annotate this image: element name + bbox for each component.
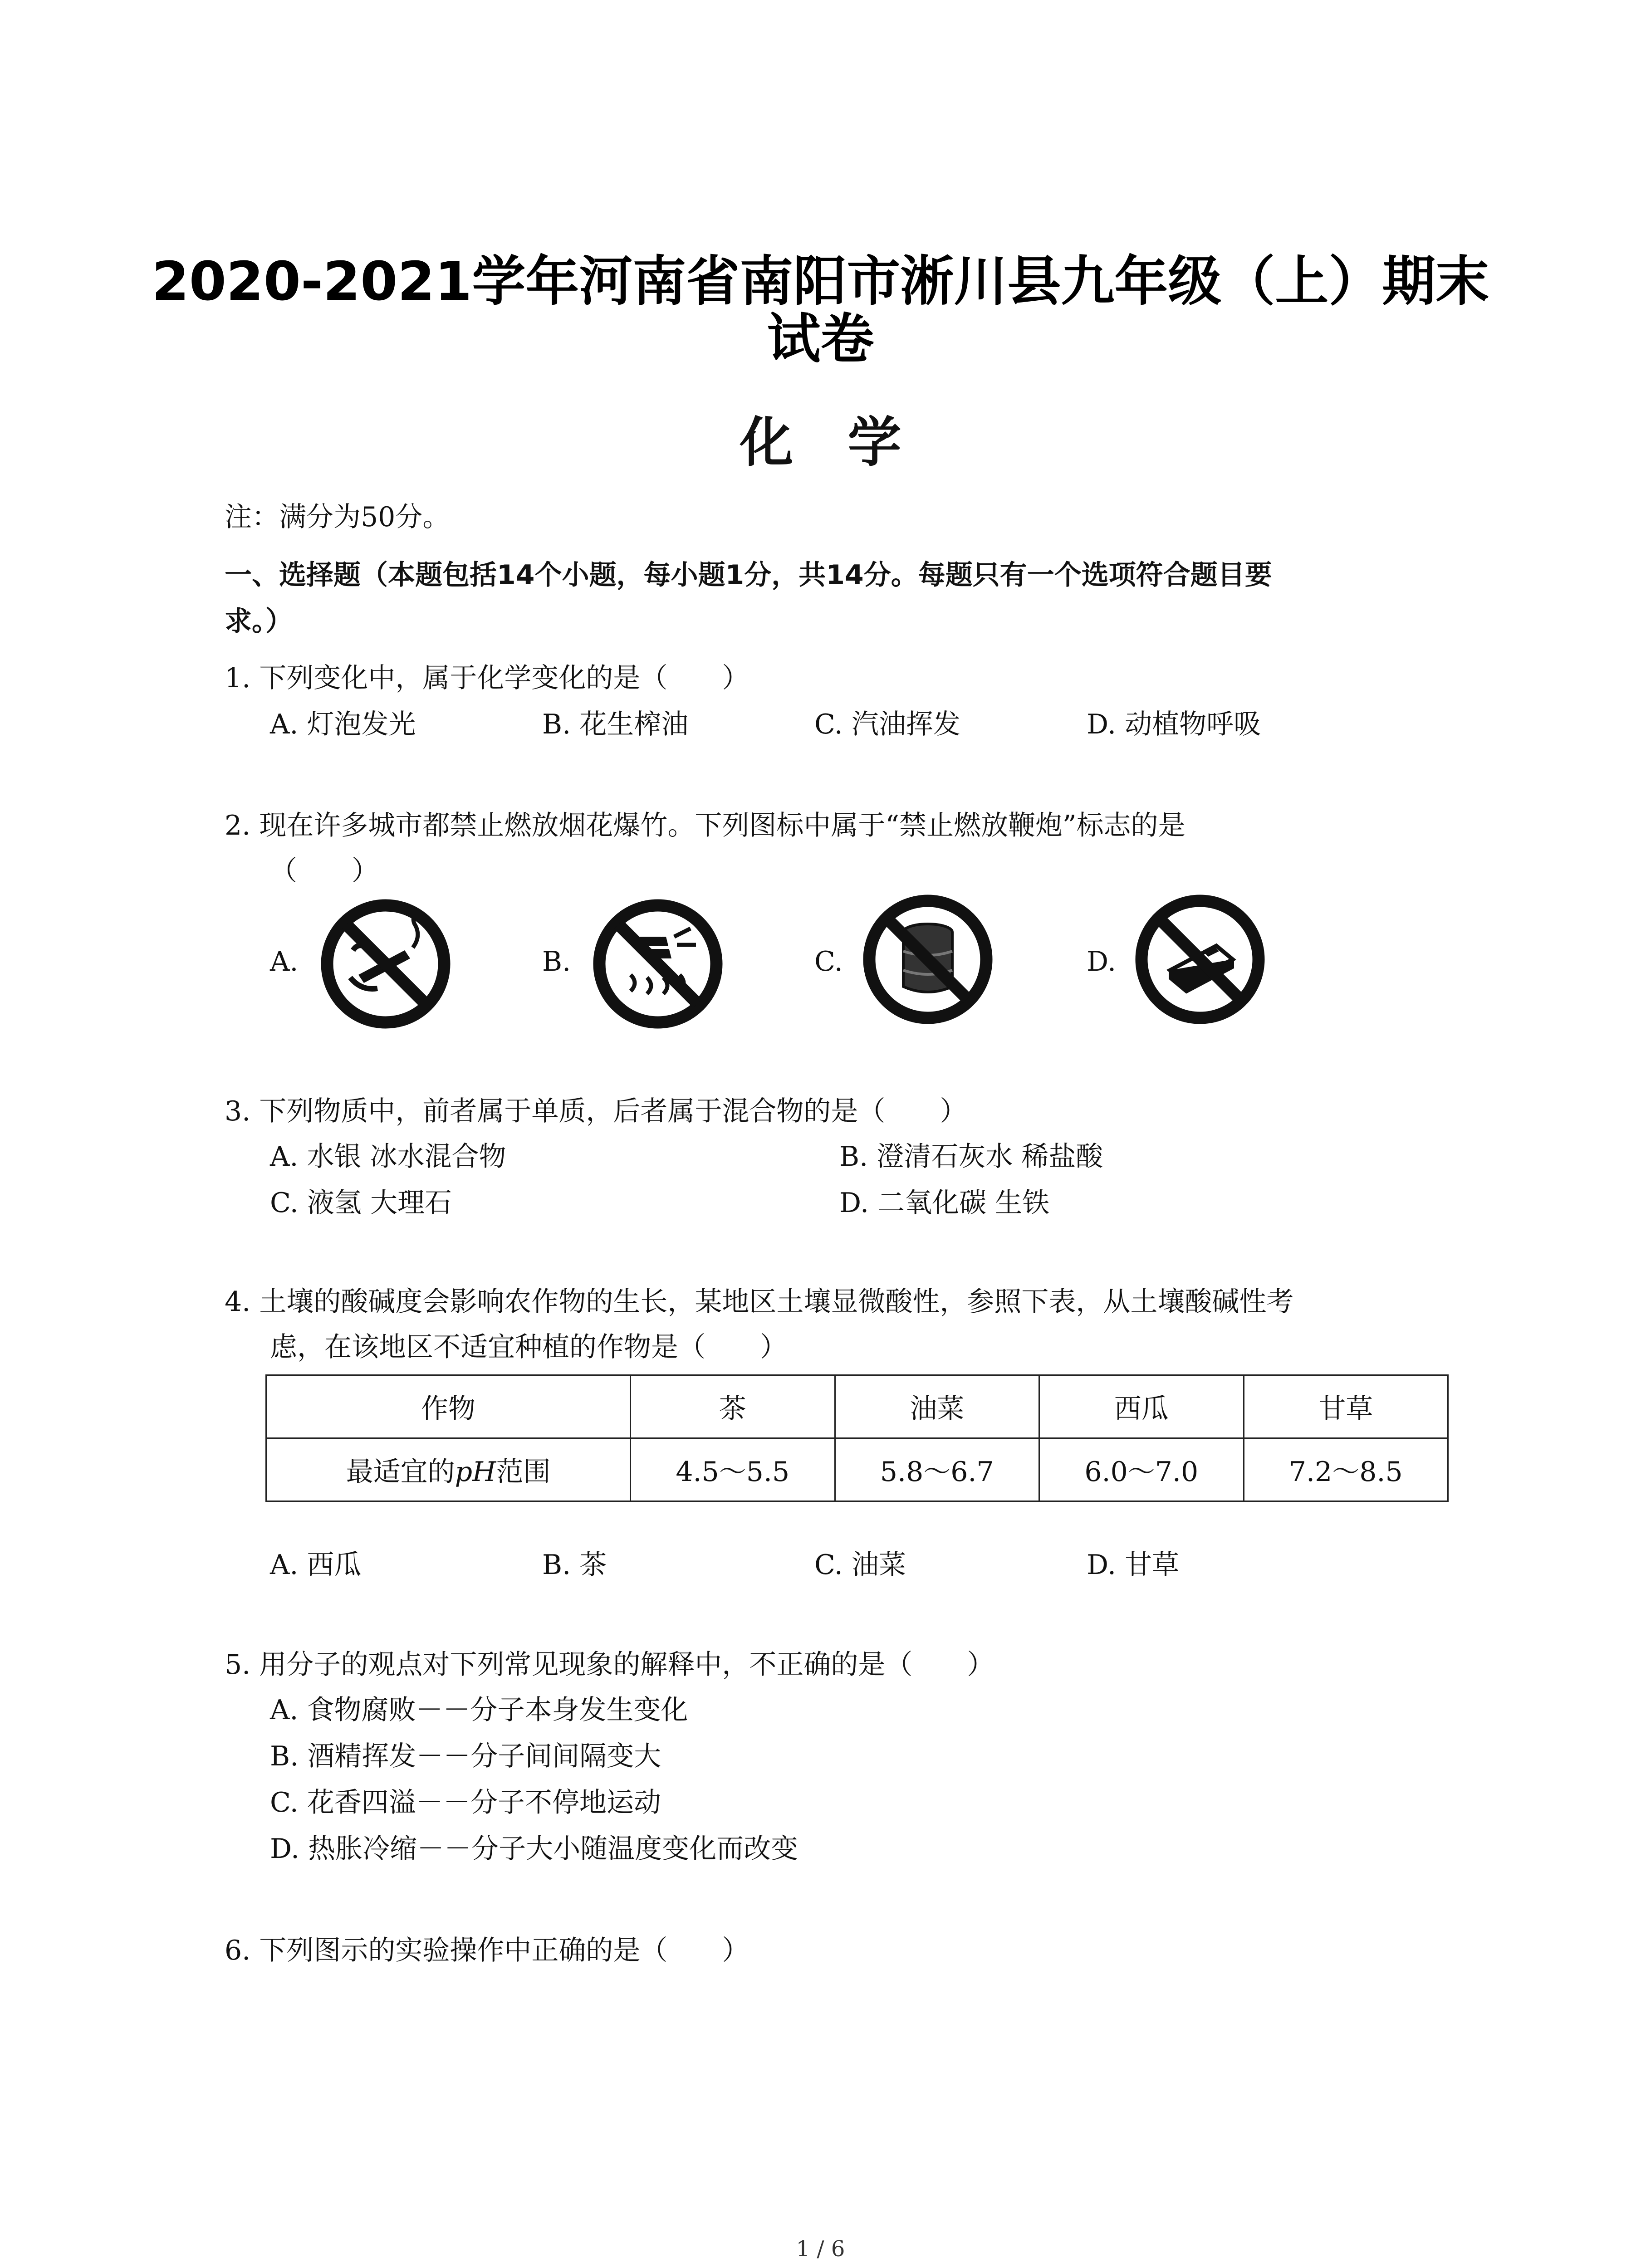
question-1-stem: 1. 下列变化中，属于化学变化的是（ ） bbox=[225, 662, 749, 694]
no-fireworks-sign-icon bbox=[590, 896, 726, 1032]
table-cell: 5.8～6.7 bbox=[835, 1438, 1039, 1501]
question-1-option-a: A. 灯泡发光 bbox=[270, 709, 416, 740]
question-2-stem-line1: 2. 现在许多城市都禁止燃放烟花爆竹。下列图标中属于“禁止燃放鞭炮”标志的是 bbox=[225, 810, 1185, 841]
table-row bbox=[266, 1438, 1448, 1501]
question-2-option-b: B. bbox=[542, 946, 571, 978]
question-4-option-d: D. 甘草 bbox=[1087, 1549, 1180, 1581]
table-cell: 6.0～7.0 bbox=[1039, 1438, 1244, 1501]
no-matches-sign-icon bbox=[1132, 891, 1268, 1027]
question-1-option-b: B. 花生榨油 bbox=[542, 709, 689, 740]
exam-title-line2: 试卷 bbox=[767, 308, 874, 370]
question-6-stem: 6. 下列图示的实验操作中正确的是（ ） bbox=[225, 1935, 749, 1966]
table-cell: 7.2～8.5 bbox=[1244, 1438, 1448, 1501]
question-4-stem-line1: 4. 土壤的酸碱度会影响农作物的生长，某地区土壤显微酸性，参照下表，从土壤酸碱性考 bbox=[225, 1286, 1294, 1318]
score-note: 注：满分为50分。 bbox=[225, 501, 450, 533]
table-header-cell: 甘草 bbox=[1244, 1375, 1448, 1438]
no-smoking-sign-icon bbox=[318, 896, 454, 1032]
question-2-option-d: D. bbox=[1087, 946, 1117, 978]
table-row-label: 最适宜的pH范围 bbox=[266, 1438, 631, 1501]
question-5-option-a: A. 食物腐败－－分子本身发生变化 bbox=[270, 1694, 688, 1726]
exam-title-line1: 2020-2021学年河南省南阳市淅川县九年级（上）期末 bbox=[152, 250, 1489, 313]
question-3-stem: 3. 下列物质中，前者属于单质，后者属于混合物的是（ ） bbox=[225, 1095, 967, 1127]
question-4-option-a: A. 西瓜 bbox=[270, 1549, 362, 1581]
question-2-option-c: C. bbox=[814, 946, 843, 978]
ph-range-table bbox=[265, 1374, 1449, 1502]
table-header-cell: 油菜 bbox=[835, 1375, 1039, 1438]
question-2-stem-line2: （ ） bbox=[270, 855, 379, 887]
table-header-cell: 茶 bbox=[631, 1375, 835, 1438]
question-3-option-a: A. 水银 冰水混合物 bbox=[270, 1141, 506, 1173]
question-3-option-d: D. 二氧化碳 生铁 bbox=[839, 1187, 1050, 1219]
question-1-option-c: C. 汽油挥发 bbox=[814, 709, 960, 740]
question-5-option-c: C. 花香四溢－－分子不停地运动 bbox=[270, 1787, 661, 1818]
page-number: 1 / 6 bbox=[796, 2236, 845, 2262]
section-heading-line1: 一、选择题（本题包括14个小题，每小题1分，共14分。每题只有一个选项符合题目要 bbox=[225, 559, 1272, 591]
section-heading-line2: 求。） bbox=[225, 606, 293, 637]
table-cell: 4.5～5.5 bbox=[631, 1438, 835, 1501]
question-1-option-d: D. 动植物呼吸 bbox=[1087, 709, 1261, 740]
question-5-stem: 5. 用分子的观点对下列常见现象的解释中，不正确的是（ ） bbox=[225, 1649, 994, 1681]
table-header-cell: 西瓜 bbox=[1039, 1375, 1244, 1438]
question-4-option-c: C. 油菜 bbox=[814, 1549, 906, 1581]
table-header-cell: 作物 bbox=[266, 1375, 631, 1438]
question-2-option-a: A. bbox=[270, 946, 299, 978]
table-header-row bbox=[266, 1375, 1448, 1438]
barrel-sign-icon bbox=[860, 891, 996, 1027]
question-5-option-d: D. 热胀冷缩－－分子大小随温度变化而改变 bbox=[270, 1833, 798, 1865]
question-3-option-c: C. 液氢 大理石 bbox=[270, 1187, 452, 1219]
question-4-option-b: B. 茶 bbox=[542, 1549, 607, 1581]
question-4-stem-line2: 虑，在该地区不适宜种植的作物是（ ） bbox=[270, 1331, 787, 1363]
subject-title: 化学 bbox=[740, 411, 956, 474]
question-3-option-b: B. 澄清石灰水 稀盐酸 bbox=[839, 1141, 1103, 1173]
question-5-option-b: B. 酒精挥发－－分子间间隔变大 bbox=[270, 1740, 661, 1772]
